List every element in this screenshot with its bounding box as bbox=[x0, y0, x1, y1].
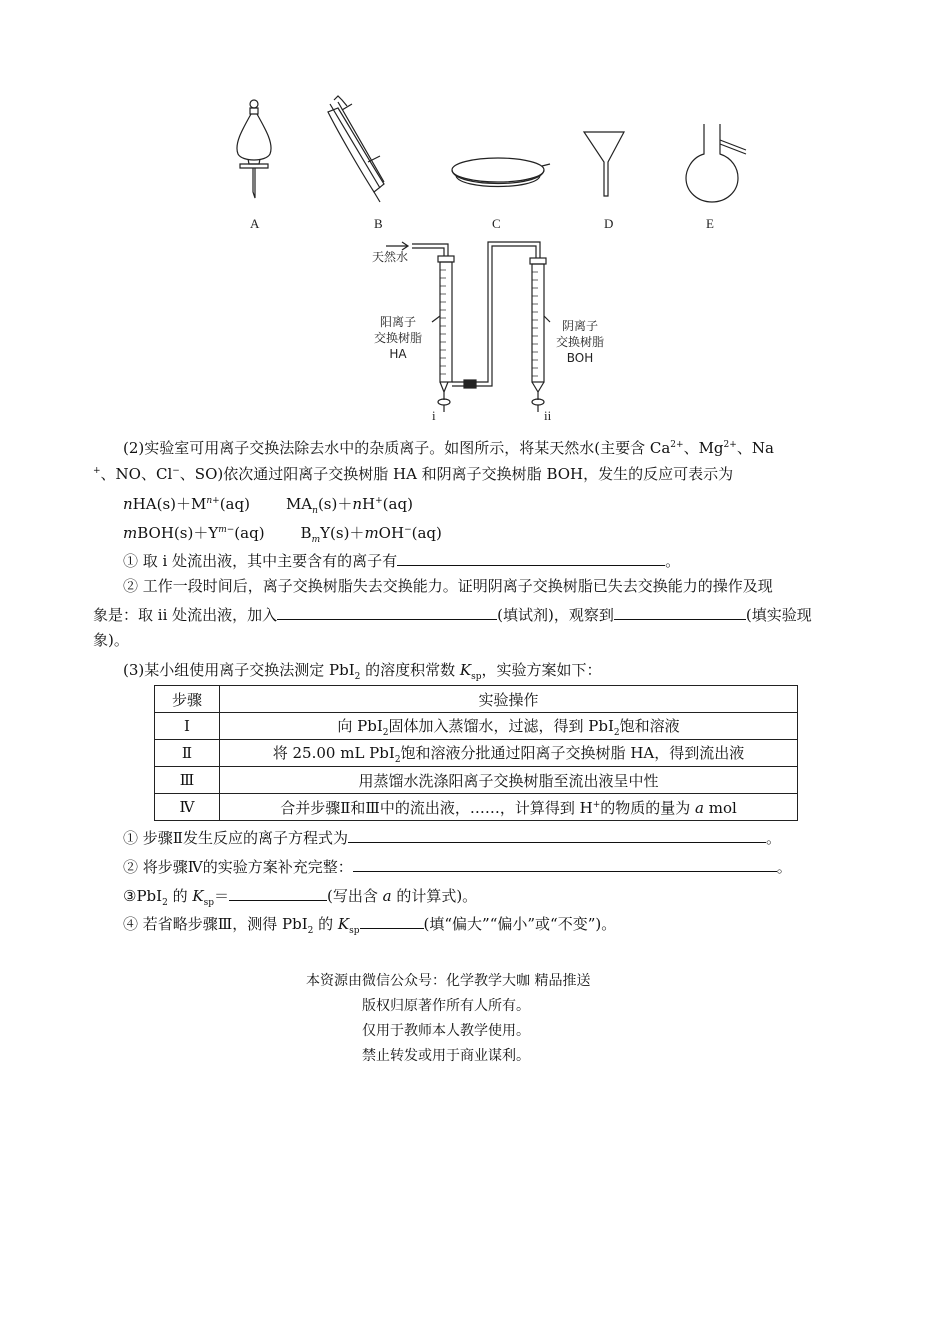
q3-intro-c: ，实验方案如下： bbox=[481, 661, 602, 679]
step-cell: Ⅰ bbox=[155, 713, 220, 740]
outlet-ii-label: ii bbox=[544, 408, 552, 423]
ca-charge: 2+ bbox=[670, 440, 684, 450]
q2-item-2-line-2 bbox=[93, 603, 863, 625]
eq1-d: (s)＋ bbox=[317, 495, 353, 513]
q3-intro bbox=[93, 660, 893, 687]
q3-item2-end: 。 bbox=[776, 858, 792, 876]
q3-item3-e: 的计算式)。 bbox=[391, 887, 478, 905]
step-cell: Ⅲ bbox=[155, 767, 220, 794]
na-charge: + bbox=[93, 466, 101, 476]
cation-resin-line-2: 交换树脂 bbox=[373, 331, 422, 345]
eq2-sup: m− bbox=[218, 525, 235, 535]
table-row bbox=[155, 740, 798, 767]
q3-item1-end: 。 bbox=[765, 829, 781, 847]
cation-resin-label bbox=[370, 314, 426, 362]
label-d: D bbox=[604, 216, 614, 231]
label-a: A bbox=[250, 216, 260, 231]
row4-sup: + bbox=[592, 799, 601, 810]
q3-item4-a: ④ 若省略步骤Ⅲ，测得 PbI bbox=[123, 915, 308, 933]
outlet-i-label: i bbox=[432, 408, 436, 423]
q2-item-2-line-1 bbox=[93, 576, 893, 596]
q2-item1-text: ① 取 i 处流出液，其中主要含有的离子有 bbox=[123, 552, 398, 570]
q3-item2-text: ② 将步骤Ⅳ的实验方案补充完整： bbox=[123, 858, 353, 876]
eq2-b: (aq) bbox=[234, 524, 265, 542]
q3-item-2 bbox=[93, 855, 893, 877]
q3-item3-ksub: sp bbox=[203, 898, 214, 908]
equation-1 bbox=[93, 491, 893, 521]
q3-item3-c: ＝ bbox=[213, 887, 229, 905]
operation-cell bbox=[220, 794, 798, 821]
q3-item3-d: (写出含 bbox=[326, 887, 383, 905]
q2-sep1: 、Mg bbox=[683, 439, 724, 457]
table-row bbox=[155, 794, 798, 821]
anion-resin-line-1: 阴离子 bbox=[561, 319, 598, 333]
q2-intro-c: 、SO)依次通过阳离子交换树脂 HA 和阴离子交换树脂 BOH，发生的反应可表示为 bbox=[179, 465, 734, 483]
eq2-sub: m bbox=[311, 535, 321, 545]
q3-item3-b: 的 bbox=[167, 887, 193, 905]
row4-b: 的物质的量为 bbox=[600, 798, 696, 817]
q3-item4-sub: 2 bbox=[307, 926, 314, 936]
anion-resin-line-2: 交换树脂 bbox=[555, 335, 604, 349]
eq2-f: (aq) bbox=[411, 524, 442, 542]
row4-c: mol bbox=[703, 798, 737, 817]
q2-intro-line-1 bbox=[93, 435, 893, 458]
q2-item2-a: ② 工作一段时间后，离子交换树脂失去交换能力。证明阴离子交换树脂已失去交换能力的操作及现 bbox=[123, 577, 773, 595]
experiment-table bbox=[154, 685, 798, 821]
row2-sub: 2 bbox=[394, 754, 401, 765]
q2-na: 、Na bbox=[736, 439, 774, 457]
q2-item-1 bbox=[93, 549, 893, 571]
answer-blank-error[interactable] bbox=[360, 912, 424, 929]
q3-item4-b: 的 bbox=[313, 915, 338, 933]
apparatus-figure bbox=[220, 92, 760, 237]
row1-c: 饱和溶液 bbox=[619, 716, 680, 735]
cation-resin-line-1: 阳离子 bbox=[379, 315, 416, 329]
separatory-funnel-icon bbox=[237, 100, 271, 198]
q3-item-1 bbox=[93, 826, 893, 848]
q3-item4-c: (填“偏大”“偏小”或“不变”)。 bbox=[423, 915, 617, 933]
table-row bbox=[155, 713, 798, 740]
mg-charge: 2+ bbox=[723, 440, 737, 450]
step-cell: Ⅱ bbox=[155, 740, 220, 767]
q2-intro-a: (2)实验室可用离子交换法除去水中的杂质离子。如图所示，将某天然水(主要含 Ca bbox=[123, 439, 671, 457]
operation-cell bbox=[220, 740, 798, 767]
natural-water-label: 天然水 bbox=[372, 250, 409, 264]
eq1-n2: n bbox=[352, 495, 363, 513]
q2-intro-line-2 bbox=[93, 461, 863, 484]
eq1-c: MA bbox=[285, 495, 313, 513]
eq2-m: m bbox=[123, 524, 138, 542]
label-e: E bbox=[706, 216, 714, 231]
eq2-d: Y(s)＋ bbox=[320, 524, 365, 542]
answer-blank-ksp-expression[interactable] bbox=[229, 884, 327, 901]
q2-item-2-line-3 bbox=[93, 630, 863, 650]
cation-resin-line-3: HA bbox=[389, 347, 407, 361]
footer-line-2: 版权归原著作所有人所有。 bbox=[362, 998, 530, 1014]
eq1-a: HA(s)＋M bbox=[132, 495, 207, 513]
eq2-e: OH bbox=[378, 524, 405, 542]
q3-item4-ksub: sp bbox=[349, 926, 360, 936]
q3-item1-text: ① 步骤Ⅱ发生反应的离子方程式为 bbox=[123, 829, 348, 847]
q3-item3-sub: 2 bbox=[162, 898, 168, 908]
eq2-m2: m bbox=[364, 524, 379, 542]
answer-blank-equation[interactable] bbox=[348, 826, 766, 843]
footer-line-4: 禁止转发或用于商业谋利。 bbox=[362, 1048, 530, 1064]
q3-intro-ksub: sp bbox=[471, 672, 482, 682]
condenser-icon bbox=[328, 96, 384, 202]
table-header-row bbox=[155, 686, 798, 713]
q2-item2-e: 象)。 bbox=[93, 631, 129, 649]
q3-item3-a: ③PbI bbox=[123, 887, 163, 905]
row1-sub2: 2 bbox=[613, 727, 620, 738]
row4-a: 合并步骤Ⅱ和Ⅲ中的流出液，……，计算得到 H bbox=[280, 798, 593, 817]
q2-item2-c: (填试剂)，观察到 bbox=[497, 606, 614, 624]
answer-blank-ions[interactable] bbox=[397, 549, 665, 566]
label-c: C bbox=[492, 216, 501, 231]
row2-b: 饱和溶液分批通过阳离子交换树脂 HA，得到流出液 bbox=[400, 743, 745, 762]
q3-item-3 bbox=[93, 884, 893, 913]
q2-item2-d: (填实验现 bbox=[745, 606, 812, 624]
q2-intro-b: 、NO、Cl bbox=[100, 465, 173, 483]
row1-sub: 2 bbox=[382, 727, 389, 738]
eq2-a: BOH(s)＋Y bbox=[137, 524, 219, 542]
q2-item1-end: 。 bbox=[665, 552, 681, 570]
eq2-sup2: − bbox=[404, 525, 412, 535]
row1-b: 固体加入蒸馏水，过滤，得到 PbI bbox=[388, 716, 614, 735]
equation-2 bbox=[93, 520, 893, 550]
q3-intro-sub: 2 bbox=[354, 672, 361, 682]
answer-blank-procedure[interactable] bbox=[353, 855, 777, 872]
evaporating-dish-icon bbox=[452, 158, 550, 187]
anion-resin-line-3: BOH bbox=[566, 351, 594, 365]
cl-charge: − bbox=[172, 466, 180, 476]
operation-cell: 用蒸馏水洗涤阳离子交换树脂至流出液呈中性 bbox=[220, 767, 798, 794]
row1-a: 向 PbI bbox=[337, 716, 383, 735]
answer-blank-reagent[interactable] bbox=[277, 603, 497, 620]
eq1-b: (aq) bbox=[219, 495, 250, 513]
anion-resin-label bbox=[552, 318, 608, 366]
eq1-f: (aq) bbox=[382, 495, 413, 513]
operation-cell bbox=[220, 713, 798, 740]
q3-intro-k: K bbox=[459, 661, 472, 679]
answer-blank-phenomenon[interactable] bbox=[614, 603, 746, 620]
eq1-sup2: + bbox=[375, 496, 383, 506]
q3-intro-a: (3)某小组使用离子交换法测定 PbI bbox=[123, 661, 355, 679]
footer-line-1: 本资源由微信公众号：化学教学大咖 精品推送 bbox=[306, 973, 591, 989]
row4-var: a bbox=[695, 798, 704, 817]
header-operation: 实验操作 bbox=[220, 686, 798, 713]
row2-a: 将 25.00 mL PbI bbox=[272, 743, 395, 762]
eq1-n: n bbox=[123, 495, 133, 513]
header-step: 步骤 bbox=[155, 686, 220, 713]
eq2-c: B bbox=[300, 524, 312, 542]
q3-item3-var: a bbox=[382, 887, 392, 905]
q2-item2-b: 象是：取 ii 处流出液，加入 bbox=[93, 606, 278, 624]
eq1-e: H bbox=[362, 495, 376, 513]
label-b: B bbox=[374, 216, 383, 231]
q3-item3-k: K bbox=[192, 887, 204, 905]
eq1-sub: n bbox=[312, 506, 318, 516]
table-row bbox=[155, 767, 798, 794]
distillation-flask-icon bbox=[686, 124, 746, 202]
q3-item4-k: K bbox=[337, 915, 350, 933]
funnel-icon bbox=[584, 132, 624, 196]
eq1-sup: n+ bbox=[206, 496, 220, 506]
step-cell: Ⅳ bbox=[155, 794, 220, 821]
q3-item-4 bbox=[93, 912, 893, 941]
footer-line-3: 仅用于教师本人教学使用。 bbox=[362, 1023, 530, 1039]
q3-intro-b: 的溶度积常数 bbox=[360, 661, 460, 679]
